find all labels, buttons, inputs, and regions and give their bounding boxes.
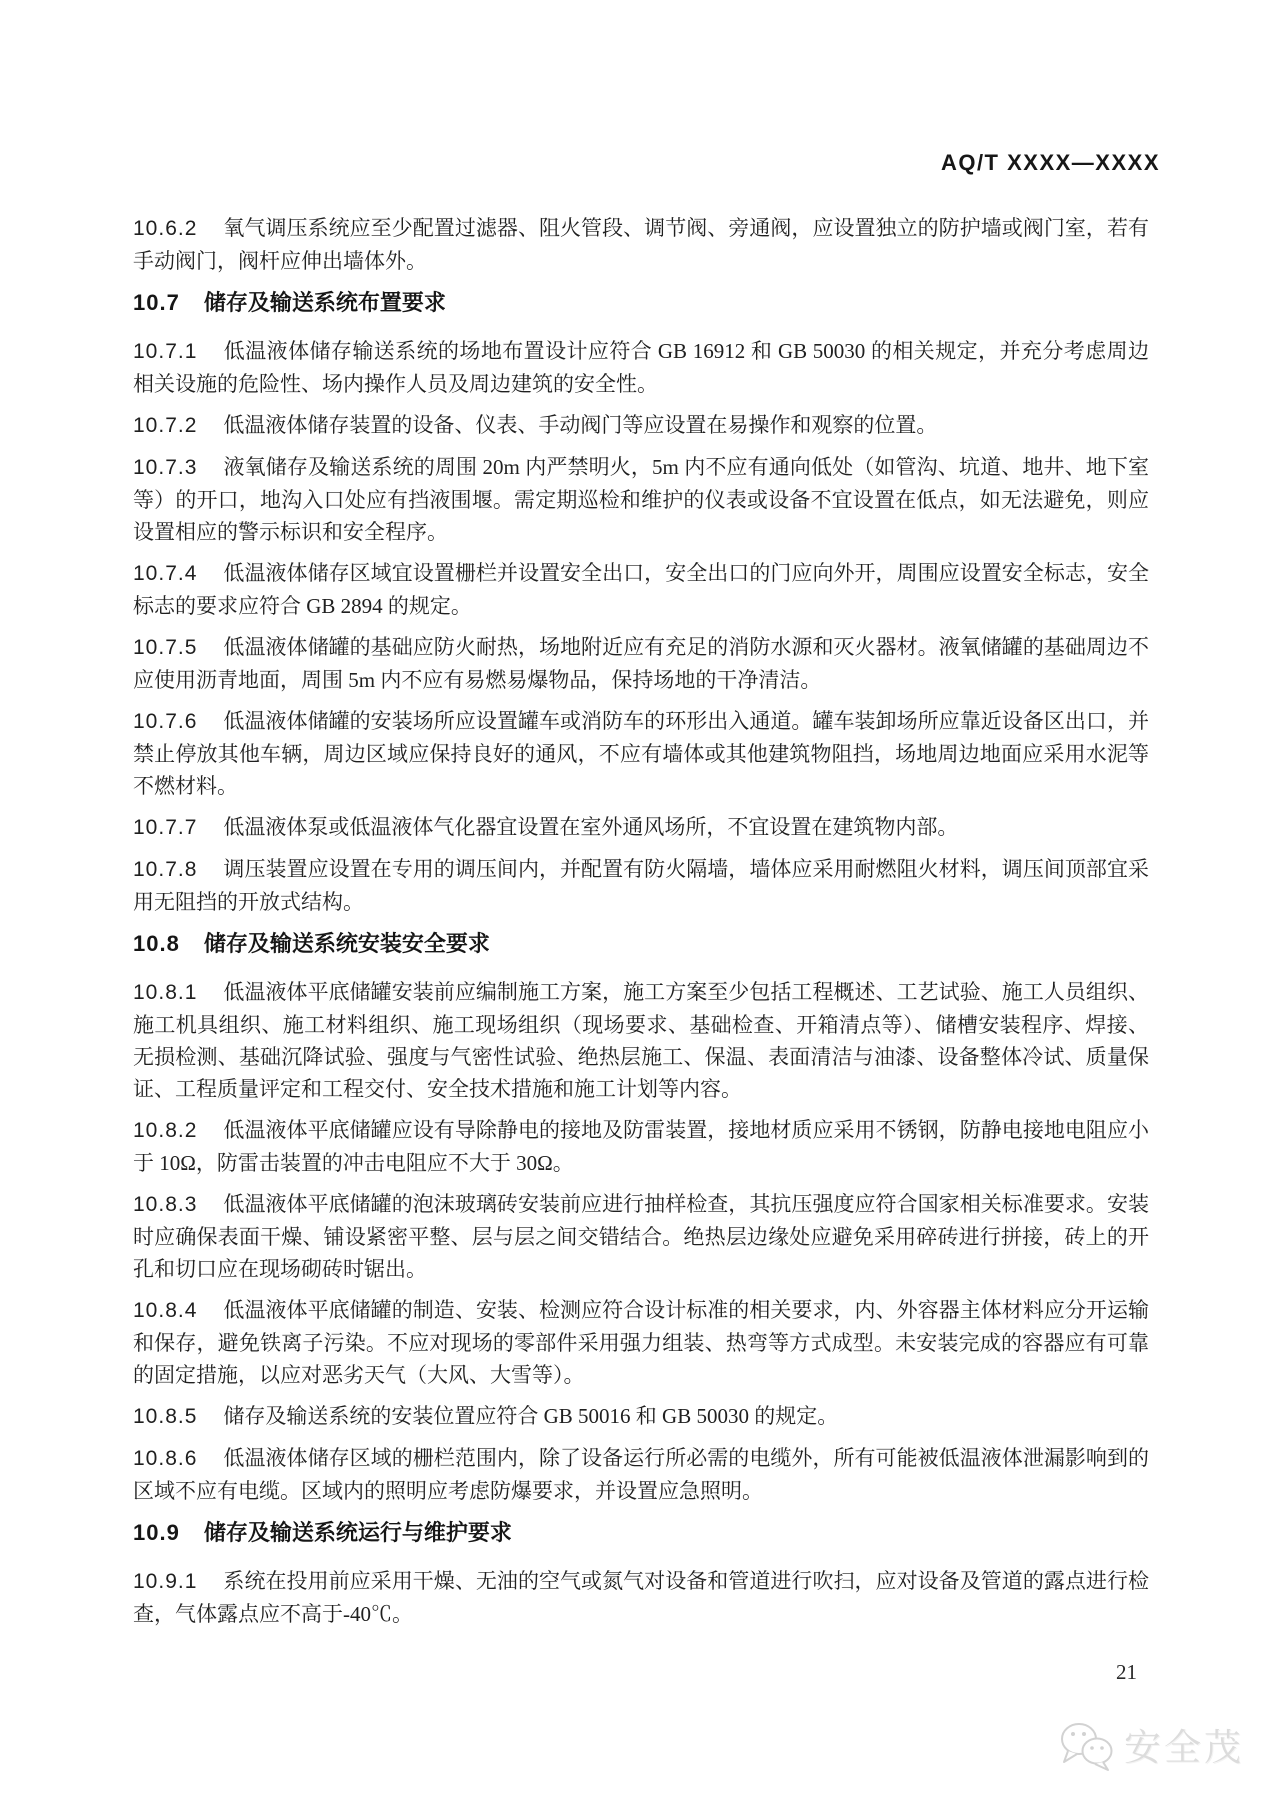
clause-text: 液氧储存及输送系统的周围 20m 内严禁明火，5m 内不应有通向低处（如管沟、坑道、地井、地下室等）的开口，地沟入口处应有挡液围堰。需定期巡检和维护的仪表或设备不宜设置在低点，如无法避免，则应设置相应的警示标识和安全程序。 [133, 455, 1149, 544]
clause-text: 系统在投用前应采用干燥、无油的空气或氮气对设备和管道进行吹扫，应对设备及管道的露点进行检查，气体露点应不高于-40℃。 [133, 1569, 1149, 1626]
clause-text: 低温液体储存区域宜设置栅栏并设置安全出口，安全出口的门应向外开，周围应设置安全标志，安全标志的要求应符合 GB 2894 的规定。 [133, 561, 1149, 618]
section-heading-10-7 [133, 287, 1149, 319]
clause-10-8-6 [133, 1442, 1149, 1507]
clause-10-7-4 [133, 557, 1149, 622]
clause-text: 储存及输送系统的安装位置应符合 GB 50016 和 GB 50030 的规定。 [223, 1404, 839, 1428]
clause-10-8-3 [133, 1188, 1149, 1285]
clause-text: 低温液体储罐的基础应防火耐热，场地附近应有充足的消防水源和灭火器材。液氧储罐的基础周边不应使用沥青地面，周围 5m 内不应有易燃易爆物品，保持场地的干净清洁。 [133, 635, 1149, 692]
clause-10-7-1 [133, 335, 1149, 400]
clause-text: 低温液体平底储罐安装前应编制施工方案，施工方案至少包括工程概述、工艺试验、施工人员组织、施工机具组织、施工材料组织、施工现场组织（现场要求、基础检查、开箱清点等）、储槽安装程序、焊接、无损检测、基础沉降试验、强度与气密性试验、绝热层施工、保温、表面清洁与油漆、设备整体冷试、质量保证、工程质量评定和工程交付、安全技术措施和施工计划等内容。 [133, 980, 1149, 1101]
clause-10-7-3 [133, 451, 1149, 548]
clause-number: 10.8.4 [133, 1299, 198, 1322]
clause-number: 10.7.4 [133, 562, 198, 585]
heading-text: 储存及输送系统布置要求 [203, 290, 446, 315]
clause-10-7-8 [133, 853, 1149, 918]
clause-text: 低温液体储存装置的设备、仪表、手动阀门等应设置在易操作和观察的位置。 [223, 413, 938, 437]
clause-number: 10.7.1 [133, 340, 198, 363]
clause-number: 10.7.7 [133, 816, 198, 839]
clause-10-8-4 [133, 1294, 1149, 1391]
clause-number: 10.8.6 [133, 1447, 198, 1470]
clause-text: 低温液体平底储罐的泡沫玻璃砖安装前应进行抽样检查，其抗压强度应符合国家相关标准要求。安装时应确保表面干燥、铺设紧密平整、层与层之间交错结合。绝热层边缘处应避免采用碎砖进行拼接，砖上的开孔和切口应在现场砌砖时锯出。 [133, 1192, 1149, 1281]
clause-number: 10.7.6 [133, 710, 198, 733]
clause-number: 10.7.5 [133, 636, 198, 659]
clause-10-7-6 [133, 705, 1149, 802]
clause-number: 10.7.3 [133, 456, 198, 479]
heading-text: 储存及输送系统运行与维护要求 [203, 1520, 512, 1545]
clause-10-7-7 [133, 811, 1149, 844]
clause-10-6-2 [133, 212, 1149, 277]
clause-10-8-2 [133, 1114, 1149, 1179]
section-heading-10-8 [133, 928, 1149, 960]
heading-number: 10.7 [133, 290, 180, 315]
clause-10-7-2 [133, 409, 1149, 442]
clause-number: 10.7.2 [133, 414, 198, 437]
clause-number: 10.8.3 [133, 1193, 198, 1216]
clause-number: 10.6.2 [133, 217, 198, 240]
clause-number: 10.8.2 [133, 1119, 198, 1142]
clause-10-7-5 [133, 631, 1149, 696]
clause-10-8-5 [133, 1400, 1149, 1433]
heading-number: 10.9 [133, 1520, 180, 1545]
clause-number: 10.9.1 [133, 1570, 198, 1593]
watermark [1058, 1720, 1244, 1777]
clause-10-8-1 [133, 976, 1149, 1105]
clause-text: 氧气调压系统应至少配置过滤器、阻火管段、调节阀、旁通阀，应设置独立的防护墙或阀门室，若有手动阀门，阀杆应伸出墙体外。 [133, 216, 1149, 273]
heading-text: 储存及输送系统安装安全要求 [203, 931, 490, 956]
page-number: 21 [1116, 1660, 1137, 1684]
standard-code: AQ/T XXXX—XXXX [940, 150, 1160, 175]
section-heading-10-9 [133, 1517, 1149, 1549]
document-body [133, 212, 1149, 1639]
wechat-icon [1058, 1720, 1116, 1777]
clause-text: 低温液体平底储罐的制造、安装、检测应符合设计标准的相关要求，内、外容器主体材料应分开运输和保存，避免铁离子污染。不应对现场的零部件采用强力组装、热弯等方式成型。未安装完成的容器应有可靠的固定措施，以应对恶劣天气（大风、大雪等）。 [133, 1298, 1149, 1387]
clause-text: 低温液体泵或低温液体气化器宜设置在室外通风场所，不宜设置在建筑物内部。 [223, 815, 959, 839]
clause-10-9-1 [133, 1565, 1149, 1630]
watermark-label: 安全茂 [1124, 1727, 1244, 1769]
clause-number: 10.8.5 [133, 1405, 198, 1428]
clause-text: 低温液体储存区域的栅栏范围内，除了设备运行所必需的电缆外，所有可能被低温液体泄漏影响到的区域不应有电缆。区域内的照明应考虑防爆要求，并设置应急照明。 [133, 1446, 1149, 1503]
clause-number: 10.8.1 [133, 981, 198, 1004]
clause-text: 低温液体储罐的安装场所应设置罐车或消防车的环形出入通道。罐车装卸场所应靠近设备区出口，并禁止停放其他车辆，周边区域应保持良好的通风，不应有墙体或其他建筑物阻挡，场地周边地面应采用水泥等不燃材料。 [133, 709, 1149, 798]
clause-text: 低温液体储存输送系统的场地布置设计应符合 GB 16912 和 GB 50030 的相关规定，并充分考虑周边相关设施的危险性、场内操作人员及周边建筑的安全性。 [133, 339, 1149, 396]
clause-text: 调压装置应设置在专用的调压间内，并配置有防火隔墙，墙体应采用耐燃阻火材料，调压间顶部宜采用无阻挡的开放式结构。 [133, 857, 1149, 914]
clause-text: 低温液体平底储罐应设有导除静电的接地及防雷装置，接地材质应采用不锈钢，防静电接地电阻应小于 10Ω，防雷击装置的冲击电阻应不大于 30Ω。 [133, 1118, 1149, 1175]
clause-number: 10.7.8 [133, 858, 198, 881]
heading-number: 10.8 [133, 931, 180, 956]
